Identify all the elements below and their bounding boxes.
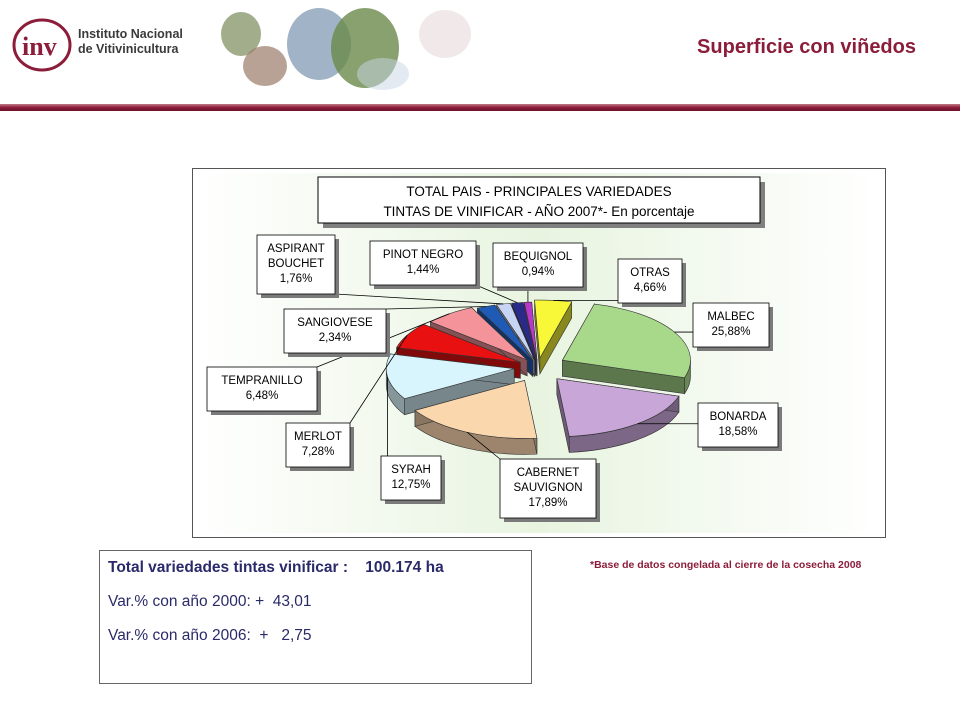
summary-total-hectares: Total variedades tintas vinificar : 100.174 ha — [108, 559, 444, 576]
slice-name-label: SYRAH — [391, 464, 431, 476]
pie-chart-frame — [192, 168, 886, 538]
slice-value-label: 1,76% — [279, 273, 313, 285]
header-divider-bar — [0, 104, 960, 111]
chart-title-line2: TINTAS DE VINIFICAR - AÑO 2007*- En porcentaje — [383, 204, 695, 219]
label-box — [693, 303, 769, 347]
logo-text-line1: Instituto Nacional — [78, 27, 183, 41]
slice-name-label: BOUCHET — [267, 258, 325, 270]
slice-value-label: 1,44% — [406, 264, 440, 276]
slice-value-label: 12,75% — [391, 479, 431, 491]
vineyard-photo-collage — [215, 4, 475, 92]
pie-chart — [193, 169, 885, 537]
slice-name-label: BONARDA — [709, 411, 767, 423]
summary-var-2006: Var.% con año 2006: + 2,75 — [108, 627, 312, 644]
label-box — [286, 423, 350, 467]
slice-name-label: BEQUIGNOL — [503, 251, 573, 263]
slice-value-label: 25,88% — [711, 326, 751, 338]
slice-value-label: 0,94% — [521, 266, 555, 278]
label-box — [698, 403, 778, 447]
label-box — [284, 309, 386, 353]
slice-name-label: ASPIRANT — [267, 243, 325, 255]
footnote: *Base de datos congelada al cierre de la cosecha 2008 — [590, 559, 862, 571]
slice-value-label: 18,58% — [718, 426, 758, 438]
logo-text — [78, 27, 183, 57]
label-box — [381, 456, 441, 500]
slice-value-label: 6,48% — [245, 390, 279, 402]
slice-name-label: PINOT NEGRO — [382, 249, 464, 261]
label-box — [618, 259, 682, 303]
slice-value-label: 7,28% — [301, 446, 335, 458]
slice-value-label: 2,34% — [318, 332, 352, 344]
chart-title-line1: TOTAL PAIS - PRINCIPALES VARIEDADES — [406, 184, 672, 199]
slice-value-label: 17,89% — [528, 497, 568, 509]
summary-box — [99, 550, 532, 684]
slice-name-label: MERLOT — [294, 431, 342, 443]
label-box — [207, 367, 317, 411]
label-box — [370, 241, 476, 285]
summary-var-2000: Var.% con año 2000: + 43,01 — [108, 593, 312, 610]
slice-name-label: OTRAS — [630, 267, 670, 279]
slice-name-label: CABERNET — [516, 467, 580, 479]
slice-name-label: MALBEC — [707, 311, 755, 323]
slice-name-label: SAUVIGNON — [513, 482, 583, 494]
label-box — [493, 243, 583, 287]
slice-name-label: SANGIOVESE — [297, 317, 373, 329]
slice-value-label: 4,66% — [633, 282, 667, 294]
slice-name-label: TEMPRANILLO — [221, 375, 303, 387]
page-title: Superficie con viñedos — [697, 36, 916, 58]
logo-mark: inv — [22, 32, 57, 61]
logo-text-line2: de Vitivinicultura — [78, 42, 179, 56]
